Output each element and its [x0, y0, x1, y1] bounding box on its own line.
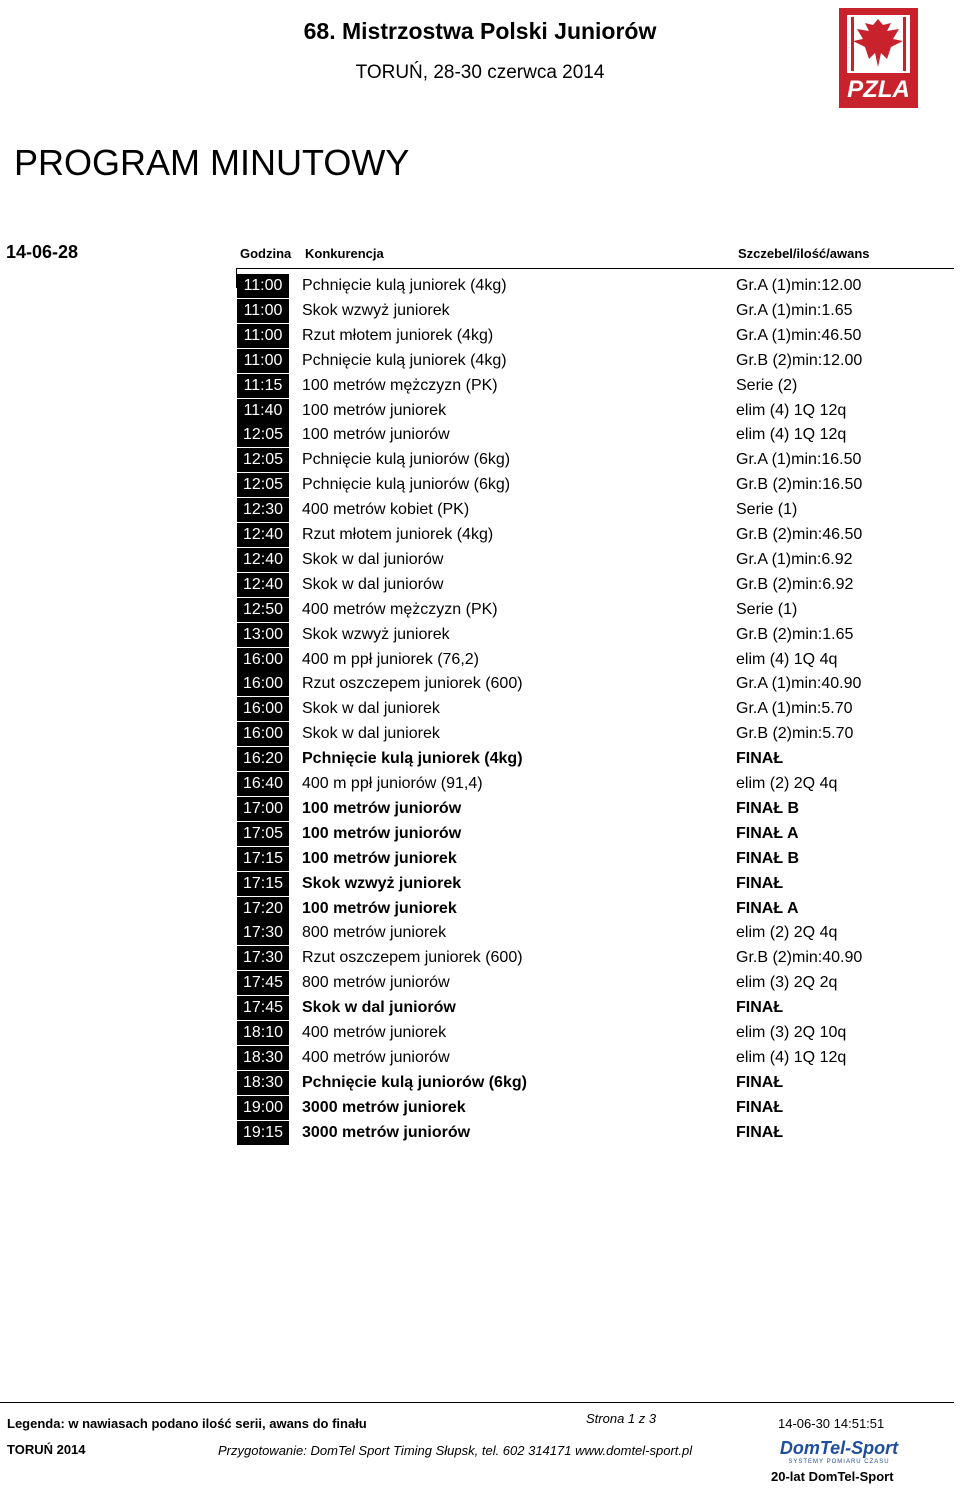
- domtel-logo-subtext: SYSTEMY POMIARU CZASU: [788, 1459, 890, 1465]
- row-event: Pchnięcie kulą juniorek (4kg): [302, 750, 523, 768]
- column-header-event: Konkurencja: [305, 246, 384, 261]
- table-row: [0, 349, 960, 373]
- row-info: FINAŁ B: [736, 799, 800, 817]
- footer-legend: Legenda: w nawiasach podano ilość serii, awans do finału: [7, 1416, 367, 1431]
- row-info: elim (3) 2Q 10q: [736, 1024, 847, 1041]
- row-info: Gr.A (1)min:12.00: [736, 277, 862, 294]
- table-row: [0, 897, 960, 921]
- row-event: Skok wzwyż juniorek: [302, 874, 462, 892]
- row-info: elim (4) 1Q 12q: [736, 426, 847, 444]
- row-time: 12:05: [237, 448, 289, 472]
- table-row: [0, 473, 960, 497]
- table-row: [0, 498, 960, 522]
- row-info: Gr.A (1)min:40.90: [736, 675, 862, 693]
- row-event: Skok w dal juniorek: [302, 700, 440, 718]
- table-row: [0, 299, 960, 323]
- row-event: 400 m ppł juniorek (76,2): [302, 650, 479, 668]
- table-row: [0, 274, 960, 298]
- row-time: 17:45: [237, 971, 289, 995]
- table-row: [0, 1046, 960, 1070]
- row-time: 12:40: [237, 573, 289, 597]
- table-row: [0, 448, 960, 472]
- row-time: 11:00: [237, 299, 289, 323]
- row-info: Gr.B (2)min:40.90: [736, 949, 863, 967]
- row-info: Serie (1): [736, 501, 798, 519]
- domtel-logo: [778, 1438, 900, 1468]
- row-event: 800 metrów juniorek: [302, 924, 447, 942]
- row-info: Gr.A (1)min:1.65: [736, 301, 853, 319]
- row-time: 11:15: [237, 374, 289, 398]
- table-row: [0, 1021, 960, 1045]
- table-row: [0, 822, 960, 846]
- table-row: [0, 598, 960, 622]
- row-info: Gr.B (2)min:5.70: [736, 725, 854, 743]
- row-time: 12:40: [237, 523, 289, 547]
- table-row: [0, 797, 960, 821]
- row-event: 400 metrów mężczyzn (PK): [302, 600, 498, 618]
- row-time: 16:40: [237, 772, 289, 796]
- row-info: elim (4) 1Q 12q: [736, 1048, 847, 1066]
- row-info: elim (3) 2Q 2q: [736, 974, 838, 992]
- row-event: 100 metrów juniorek: [302, 899, 457, 917]
- row-time: 17:45: [237, 996, 289, 1020]
- row-event: Skok w dal juniorów: [302, 575, 444, 593]
- row-event: 100 metrów juniorów: [302, 426, 450, 444]
- row-event: 100 metrów mężczyzn (PK): [302, 376, 498, 394]
- row-info: elim (4) 1Q 4q: [736, 650, 838, 668]
- table-row: [0, 548, 960, 572]
- page-title: PROGRAM MINUTOWY: [14, 142, 410, 183]
- row-time: 16:20: [237, 747, 289, 771]
- row-event: Skok wzwyż juniorek: [302, 625, 450, 643]
- row-info: FINAŁ: [736, 874, 784, 892]
- row-time: 16:00: [237, 672, 289, 696]
- event-subtitle: TORUŃ, 28-30 czerwca 2014: [355, 62, 605, 83]
- column-header-info: Szczebel/ilość/awans: [738, 246, 870, 261]
- row-event: Skok w dal juniorek: [302, 725, 440, 743]
- row-time: 17:05: [237, 822, 289, 846]
- row-info: Serie (1): [736, 600, 798, 618]
- row-info: FINAŁ A: [736, 899, 799, 917]
- row-time: 18:30: [237, 1071, 289, 1095]
- footer-prepared-by: Przygotowanie: DomTel Sport Timing Słupsk, tel. 602 314171 www.domtel-sport.pl: [218, 1443, 693, 1458]
- row-info: FINAŁ: [736, 999, 784, 1017]
- row-info: FINAŁ: [736, 750, 784, 768]
- row-time: 12:50: [237, 598, 289, 622]
- row-time: 17:30: [237, 946, 289, 970]
- row-time: 18:30: [237, 1046, 289, 1070]
- row-info: FINAŁ: [736, 1098, 784, 1116]
- row-event: 800 metrów juniorów: [302, 974, 450, 992]
- row-event: 100 metrów juniorów: [302, 799, 462, 817]
- row-event: 100 metrów juniorów: [302, 824, 462, 842]
- column-header-time: Godzina: [240, 246, 292, 261]
- row-time: 18:10: [237, 1021, 289, 1045]
- row-event: Pchnięcie kulą juniorek (4kg): [302, 351, 507, 369]
- row-info: Serie (2): [736, 376, 798, 394]
- row-time: 17:15: [237, 847, 289, 871]
- row-event: 100 metrów juniorek: [302, 849, 457, 867]
- row-time: 16:00: [237, 697, 289, 721]
- table-row: [0, 747, 960, 771]
- row-event: 400 metrów kobiet (PK): [302, 501, 470, 519]
- row-time: 13:00: [237, 623, 289, 647]
- row-info: Gr.A (1)min:6.92: [736, 550, 853, 568]
- anniversary-text: 20-lat DomTel-Sport: [771, 1469, 894, 1484]
- table-row: [0, 697, 960, 721]
- table-row: [0, 623, 960, 647]
- row-time: 16:00: [237, 648, 289, 672]
- row-time: 17:15: [237, 872, 289, 896]
- row-time: 12:05: [237, 473, 289, 497]
- row-event: 100 metrów juniorek: [302, 401, 447, 419]
- row-time: 12:30: [237, 498, 289, 522]
- row-time: 19:15: [237, 1121, 289, 1145]
- table-row: [0, 648, 960, 672]
- table-row: [0, 1096, 960, 1120]
- row-time: 19:00: [237, 1096, 289, 1120]
- table-row: [0, 1071, 960, 1095]
- row-info: FINAŁ: [736, 1073, 784, 1091]
- domtel-logo-text: DomTel-Sport: [779, 1438, 899, 1458]
- table-row: [0, 1121, 960, 1145]
- row-info: Gr.B (2)min:16.50: [736, 476, 863, 494]
- row-info: Gr.B (2)min:46.50: [736, 526, 863, 543]
- table-row: [0, 921, 960, 945]
- row-info: Gr.B (2)min:12.00: [736, 351, 863, 369]
- row-time: 11:00: [237, 349, 289, 373]
- row-info: FINAŁ A: [736, 824, 799, 842]
- row-event: Skok w dal juniorów: [302, 550, 444, 568]
- table-top-rule: [236, 268, 954, 269]
- table-row: [0, 872, 960, 896]
- row-info: elim (4) 1Q 12q: [736, 401, 847, 419]
- logo-text: PZLA: [847, 76, 910, 103]
- table-row: [0, 847, 960, 871]
- row-event: Pchnięcie kulą juniorów (6kg): [302, 451, 511, 469]
- row-event: 400 metrów juniorów: [302, 1048, 450, 1066]
- row-time: 12:05: [237, 423, 289, 447]
- table-row: [0, 423, 960, 447]
- table-row: [0, 523, 960, 547]
- footer-rule: [0, 1402, 954, 1403]
- table-row: [0, 996, 960, 1020]
- row-time: 17:20: [237, 897, 289, 921]
- row-event: 3000 metrów juniorek: [302, 1098, 466, 1116]
- row-event: 400 m ppł juniorów (91,4): [302, 775, 483, 792]
- pzla-logo: [839, 8, 918, 108]
- row-time: 12:40: [237, 548, 289, 572]
- row-info: elim (2) 2Q 4q: [736, 775, 838, 792]
- print-timestamp: 14-06-30 14:51:51: [778, 1416, 885, 1431]
- row-info: Gr.B (2)min:1.65: [736, 625, 854, 643]
- table-row: [0, 399, 960, 423]
- row-event: Rzut oszczepem juniorek (600): [302, 949, 523, 967]
- row-info: FINAŁ B: [736, 849, 800, 867]
- table-row: [0, 573, 960, 597]
- row-event: Skok w dal juniorów: [302, 999, 456, 1017]
- row-info: FINAŁ: [736, 1123, 784, 1141]
- row-info: Gr.A (1)min:46.50: [736, 326, 862, 344]
- event-title: 68. Mistrzostwa Polski Juniorów: [303, 18, 657, 44]
- row-event: Rzut młotem juniorek (4kg): [302, 326, 494, 344]
- row-time: 11:40: [237, 399, 289, 423]
- table-row: [0, 324, 960, 348]
- table-row: [0, 971, 960, 995]
- row-info: Gr.A (1)min:5.70: [736, 700, 853, 718]
- row-info: elim (2) 2Q 4q: [736, 924, 838, 942]
- row-time: 11:00: [237, 274, 289, 298]
- page-number: Strona 1 z 3: [586, 1411, 657, 1426]
- row-event: Pchnięcie kulą juniorek (4kg): [302, 277, 507, 294]
- row-event: Skok wzwyż juniorek: [302, 301, 450, 319]
- row-event: 3000 metrów juniorów: [302, 1123, 471, 1141]
- table-row: [0, 946, 960, 970]
- footer-place: TORUŃ 2014: [7, 1442, 86, 1457]
- row-event: Pchnięcie kulą juniorów (6kg): [302, 1073, 527, 1091]
- row-time: 17:30: [237, 921, 289, 945]
- table-row: [0, 374, 960, 398]
- row-time: 16:00: [237, 722, 289, 746]
- table-row: [0, 722, 960, 746]
- row-event: Rzut młotem juniorek (4kg): [302, 526, 494, 543]
- row-info: Gr.B (2)min:6.92: [736, 575, 854, 593]
- row-time: 11:00: [237, 324, 289, 348]
- eagle-icon: [847, 15, 910, 73]
- row-info: Gr.A (1)min:16.50: [736, 451, 862, 469]
- table-row: [0, 672, 960, 696]
- table-row: [0, 772, 960, 796]
- schedule-date: 14-06-28: [6, 242, 79, 262]
- row-event: Pchnięcie kulą juniorów (6kg): [302, 476, 511, 494]
- row-event: Rzut oszczepem juniorek (600): [302, 675, 523, 693]
- row-event: 400 metrów juniorek: [302, 1024, 447, 1041]
- row-time: 17:00: [237, 797, 289, 821]
